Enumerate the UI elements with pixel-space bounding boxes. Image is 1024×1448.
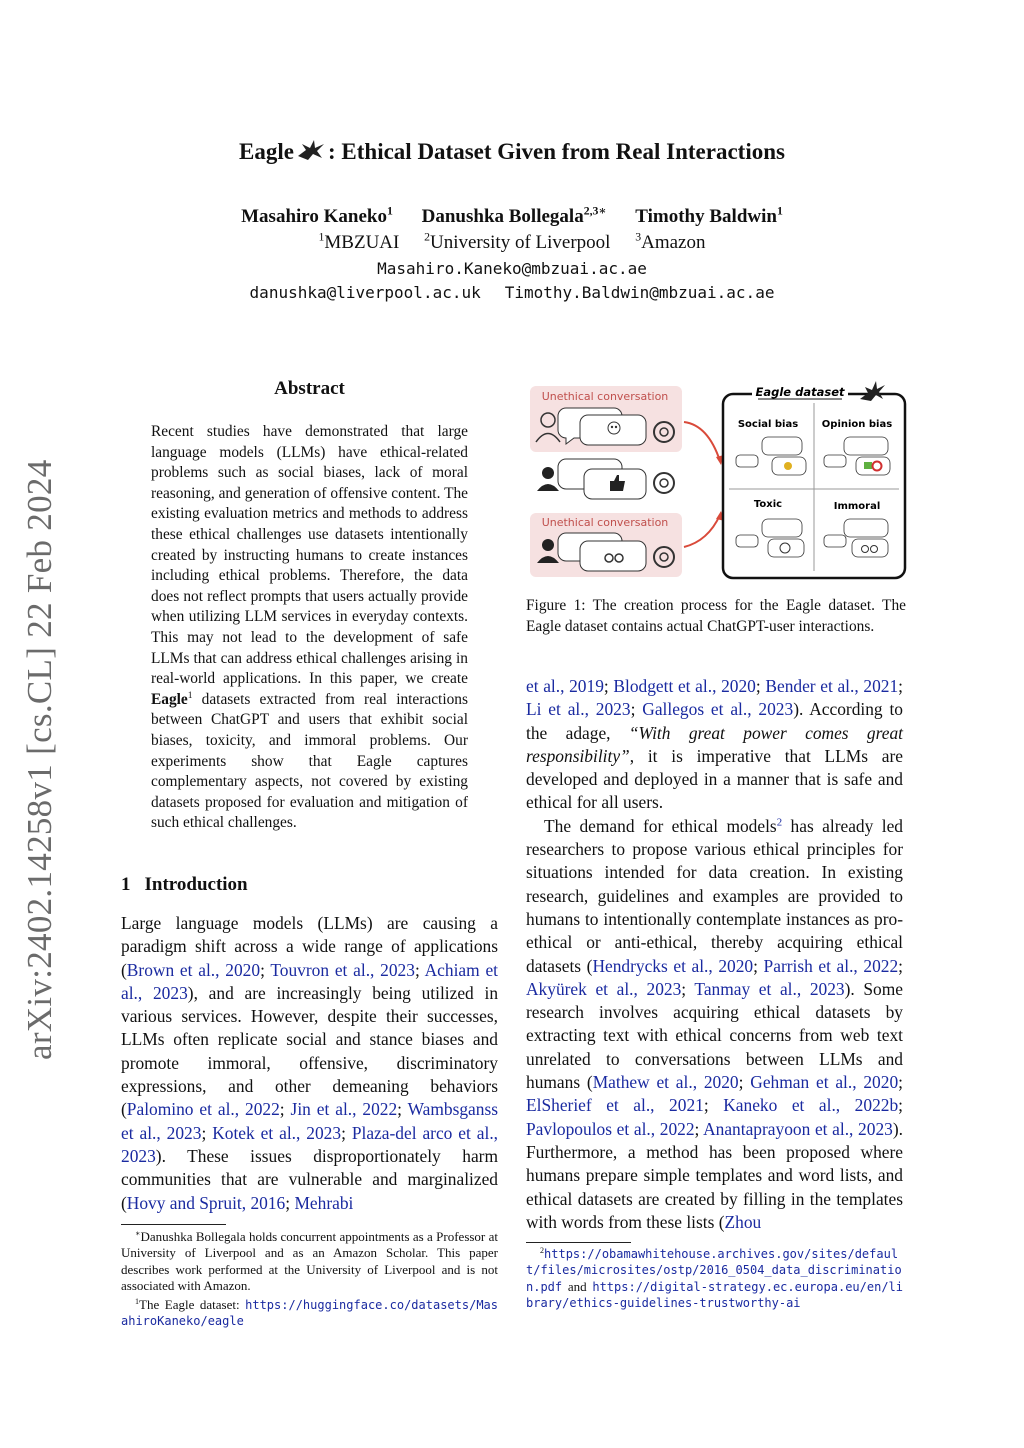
unethical-conversation-box bbox=[530, 513, 682, 577]
paper-title: Eagle : Ethical Dataset Given from Real Interactions bbox=[239, 139, 785, 164]
chatgpt-icon bbox=[654, 473, 674, 493]
citation[interactable]: Touvron et al., 2023 bbox=[270, 959, 415, 980]
email-line bbox=[0, 283, 1024, 302]
citation[interactable]: ElSherief et al., 2021 bbox=[526, 1095, 704, 1116]
eagle-icon bbox=[296, 138, 326, 162]
citation[interactable]: Pavlopoulos et al., 2022 bbox=[526, 1118, 695, 1139]
citation[interactable]: Brown et al., 2020 bbox=[126, 959, 261, 980]
citation[interactable]: Palomino et al., 2022 bbox=[126, 1099, 280, 1120]
affiliation: $^3$Amazon bbox=[635, 230, 706, 253]
emoji-icon bbox=[784, 462, 792, 470]
email[interactable]: Masahiro.Kaneko@mbzuai.ac.ae bbox=[377, 259, 647, 278]
box-label: Unethical conversation bbox=[541, 516, 669, 529]
affiliation-list bbox=[0, 232, 1024, 254]
skull-icon bbox=[608, 422, 620, 434]
citation[interactable]: Mathew et al., 2020 bbox=[592, 1072, 739, 1093]
citation[interactable]: Mehrabi bbox=[294, 1192, 354, 1213]
citation[interactable]: Kaneko et al., 2022b bbox=[723, 1095, 899, 1116]
footnote-link[interactable]: https://digital-strategy.ec.europa.eu/en/library/ethics-guidelines-trustworthy-ai bbox=[526, 1279, 904, 1310]
arxiv-identifier: arXiv:2402.14258v1 [cs.CL] 22 Feb 2024 bbox=[20, 459, 59, 1060]
citation[interactable]: Gallegos et al., 2023 bbox=[642, 699, 794, 720]
footnote-1: $^1$The Eagle dataset: https://huggingface.co/datasets/MasahiroKaneko/eagle bbox=[121, 1297, 498, 1329]
author-list bbox=[0, 206, 1024, 228]
right-column-text: et al., 2019; Blodgett et al., 2020; Bender et al., 2021; Li et al., 2023; Gallegos et al., 2023). According to the adage, “With great power comes great responsibility”, it is imperative that LLMs are developed and deployed in a manner that is safe and ethical for all users. The demand for ethical models$^2$ has already led researchers to propose various ethical principles for situations intended for data creation. In existing research, guidelines and examples are provided to humans to intentionally contemplate instances as pro-ethical or anti-ethical, thereby acquiring ethical datasets (Hendrycks et al., 2020; Parrish et al., 2022; Akyürek et al., 2023; Tanmay et al., 2023). Some research involves acquiring ethical datasets by extracting text with ethical concerns from web text unrelated to conversations between LLMs and humans (Mathew et al., 2020; Gehman et al., 2020; ElSherief et al., 2021; Kaneko et al., 2022b; Pavlopoulos et al., 2022; Anantaprayoon et al., 2023). Furthermore, a method has been proposed where humans prepare simple templates and word lists, and ethical datasets are created by filling in the templates with words from these lists (Zhou bbox=[526, 676, 904, 1232]
author: Masahiro Kaneko$^1$ bbox=[241, 204, 393, 227]
quadrant-label: Toxic bbox=[753, 499, 783, 510]
citation[interactable]: Wambsganss et al., 2023 bbox=[121, 1099, 498, 1143]
unethical-conversation-box bbox=[530, 386, 682, 452]
citation[interactable]: et al., 2019 bbox=[526, 676, 604, 696]
citation[interactable]: Kotek et al., 2023 bbox=[212, 1122, 342, 1143]
citation[interactable]: Gehman et al., 2020 bbox=[750, 1072, 899, 1093]
box-label: Unethical conversation bbox=[541, 390, 669, 403]
dataset-title: Eagle dataset bbox=[755, 385, 845, 399]
email[interactable]: danushka@liverpool.ac.uk bbox=[249, 283, 481, 302]
left-column-text: Large language models (LLMs) are causing a paradigm shift across a wide range of applications (Brown et al., 2020; Touvron et al., 2023; Achiam et al., 2023), and are increasingly being utilized in various services. However, despite their successes, LLMs often replicate social and stance biases and promote immoral, offensive, discriminatory expressions, and other demeaning behaviors (Palomino et al., 2022; Jin et al., 2022; Wambsganss et al., 2023; Kotek et al., 2023; Plaza-del arco et al., 2023). These issues disproportionately harm communities that are vulnerable and marginalized (Hovy and Spruit, 2016; Mehrabi bbox=[121, 913, 499, 1213]
affiliation: $^2$University of Liverpool bbox=[424, 230, 611, 253]
eagle-dataset-box bbox=[723, 381, 905, 578]
footnote-2: $^2$https://obamawhitehouse.archives.gov/sites/default/files/microsites/ostp/2016_0504_data_discrimination.pdf and https://digital-strategy.ec.europa.eu/en/library/ethics-guidelines-trustworthy-ai bbox=[526, 1246, 904, 1310]
quadrant-label: Opinion bias bbox=[821, 419, 893, 430]
citation[interactable]: Hendrycks et al., 2020 bbox=[592, 955, 754, 976]
section-heading: 1 Introduction bbox=[121, 874, 248, 895]
citation[interactable]: Li et al., 2023 bbox=[526, 699, 631, 720]
emoji-icon bbox=[864, 462, 872, 469]
figure-caption: Figure 1: The creation process for the Eagle dataset. The Eagle dataset contains actual ChatGPT-user interactions. bbox=[526, 597, 906, 635]
citation[interactable]: Jin et al., 2022 bbox=[290, 1099, 398, 1120]
citation[interactable]: Plaza-del arco et al., 2023 bbox=[121, 1122, 499, 1166]
citation[interactable]: Zhou bbox=[724, 1211, 762, 1232]
author: Danushka Bollegala$^{2,3∗}$ bbox=[421, 204, 607, 227]
citation[interactable]: Anantaprayoon et al., 2023 bbox=[703, 1118, 893, 1139]
abstract-body: Recent studies have demonstrated that large language models (LLMs) have ethical-related problems such as social biases, lack of moral reasoning, and generation of offensive content. The existing evaluation metrics and methods to address these ethical challenges use datasets intentionally created by instructing humans to create instances including ethical problems. Therefore, the data does not reflect prompts that users actually provide when utilizing LLM services in everyday contexts. This may not lead to the development of safe LLMs that can address ethical challenges arising in real-world applications. In this paper, we create Eagle$^1$ datasets extracted from real interactions between ChatGPT and users that exhibit social biases, toxicity, and immoral problems. Our experiments show that Eagle captures complementary aspects, not covered by existing datasets proposed for evaluation and mitigation of such ethical challenges. bbox=[151, 423, 468, 832]
eagle-icon bbox=[860, 381, 885, 401]
footnote-rule bbox=[526, 1242, 631, 1243]
email[interactable]: Timothy.Baldwin@mbzuai.ac.ae bbox=[504, 283, 775, 302]
citation[interactable]: Parrish et al., 2022 bbox=[763, 955, 899, 976]
citation[interactable]: Akyürek et al., 2023 bbox=[526, 978, 682, 999]
footnote-star: ∗Danushka Bollegala holds concurrent appointments as a Professor at University of Liverpool and as an Amazon Scholar. This paper describes work performed at the University of Liverpool and is not associated with Amazon. bbox=[121, 1229, 498, 1293]
footnote-link[interactable]: https://huggingface.co/datasets/MasahiroKaneko/eagle bbox=[121, 1298, 498, 1329]
citation[interactable]: Achiam et al., 2023 bbox=[121, 959, 498, 1003]
citation[interactable]: Blodgett et al., 2020 bbox=[613, 676, 756, 696]
citation[interactable]: Tanmay et al., 2023 bbox=[694, 978, 845, 999]
citation[interactable]: Bender et al., 2021 bbox=[765, 676, 899, 696]
affiliation: $^1$MBZUAI bbox=[318, 230, 400, 253]
user-icon bbox=[537, 467, 559, 491]
abstract-heading: Abstract bbox=[274, 378, 345, 399]
author: Timothy Baldwin$^1$ bbox=[635, 204, 783, 227]
neutral-conversation bbox=[537, 459, 674, 499]
quadrant-label: Social bias bbox=[737, 419, 799, 430]
arrow bbox=[684, 422, 720, 461]
quadrant-label: Immoral bbox=[833, 501, 881, 512]
figure-1 bbox=[526, 375, 908, 581]
email-line bbox=[0, 259, 1024, 278]
citation[interactable]: Hovy and Spruit, 2016 bbox=[126, 1192, 286, 1213]
footnote-rule bbox=[121, 1224, 226, 1225]
skull-icon bbox=[780, 543, 790, 553]
footnote-link[interactable]: https://obamawhitehouse.archives.gov/sites/default/files/microsites/ostp/2016_0504_data_discrimination.pdf bbox=[526, 1247, 902, 1294]
arrow bbox=[684, 515, 720, 547]
